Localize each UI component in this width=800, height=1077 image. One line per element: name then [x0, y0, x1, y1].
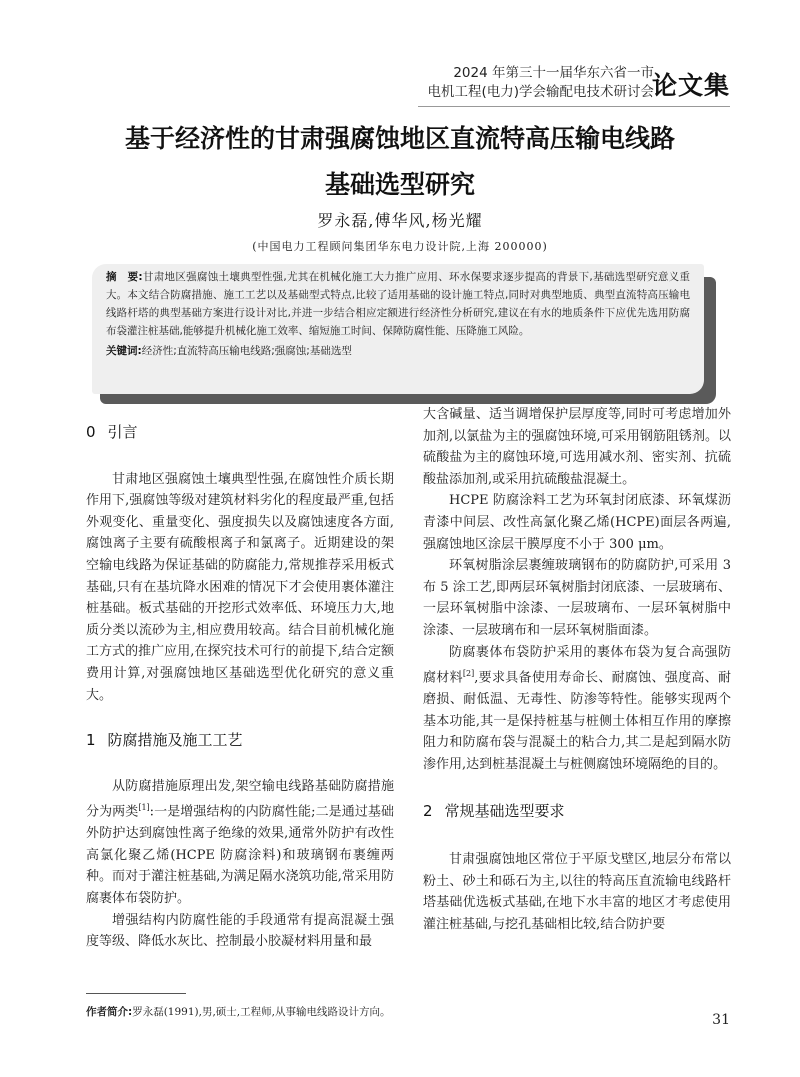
keywords — [106, 342, 690, 360]
header-brand: 论文集 — [651, 71, 730, 100]
paragraph-text: :一是增强结构的内防腐性能;二是通过基础外防护达到腐蚀性离子绝缘的效果,通常外防护有改性高氯化聚乙烯(HCPE 防腐涂料)和玻璃钢布裹缠两种。而对于灌注桩基础,为满足隔水浇筑功能,常采用防腐裹体布袋防护。 — [86, 804, 394, 907]
footnote-rule — [86, 993, 186, 994]
page-number: 31 — [712, 1012, 730, 1028]
author-bio — [86, 1004, 390, 1019]
section-number: 1 — [86, 731, 96, 750]
title-line1: 基于经济性的甘肃强腐蚀地区直流特高压输电线路 — [124, 124, 675, 153]
affiliation: (中国电力工程顾问集团华东电力设计院,上海 200000) — [252, 240, 548, 253]
paragraph: 增强结构内防腐性能的手段通常有提高混凝土强度等级、降低水灰比、控制最小胶凝材料用量和最 — [86, 912, 394, 950]
citation: [2] — [462, 669, 475, 679]
abstract-label: 摘 要: — [106, 271, 143, 283]
section-heading — [86, 422, 394, 444]
citation: [1] — [138, 803, 150, 813]
section-title: 常规基础选型要求 — [444, 802, 565, 821]
paragraph: 甘肃强腐蚀地区常位于平原戈壁区,地层分布常以粉土、砂土和砾石为主,以往的特高压直流输电线路杆塔基础优选板式基础,在地下水丰富的地区才考虑使用灌注桩基础,与挖孔基础相比较,结合防护要 — [423, 852, 731, 932]
journal-header — [0, 58, 730, 102]
paragraph — [86, 776, 394, 910]
title-line2: 基础选型研究 — [324, 170, 475, 199]
paragraph-text: ,要求具备使用寿命长、耐腐蚀、强度高、耐磨损、耐低温、无毒性、防渗等特性。能够实现两个基本功能,其一是保持桩基与桩侧土体相互作用的摩擦阻力和防腐布袋与混凝土的粘合力,其二是起到隔水防渗作用,达到桩基混凝土与桩侧腐蚀环境隔绝的目的。 — [423, 670, 731, 772]
paragraph-text: 从防腐措施原理出发,架空输电线路基础防腐措施分为两类 — [86, 778, 394, 820]
section-title: 防腐措施及施工工艺 — [107, 731, 243, 750]
paragraph: 甘肃地区强腐蚀土壤典型性强,在腐蚀性介质长期作用下,强腐蚀等级对建筑材料劣化的程度最严重,包括外观变化、重量变化、强度损失以及腐蚀速度各方面,腐蚀离子主要有硫酸根离子和氯离子。近期建设的架空输电线路为保证基础的防腐能力,常规推荐采用板式基础,只有在基坑降水困难的情况下才会使用裹体灌注桩基础。板式基础的开挖形式效率低、环境压力大,地质分类以流砂为主,相应费用较高。结合目前机械化施工方式的推广应用,在探究技术可行的前提下,结合定额费用计算,对强腐蚀地区基础选型优化研究的意义重大。 — [86, 471, 394, 703]
paragraph — [423, 642, 731, 776]
header-conference — [427, 64, 654, 102]
keywords-text: 经济性;直流特高压输电线路;强腐蚀;基础选型 — [141, 345, 352, 357]
abstract — [106, 268, 690, 340]
left-column — [86, 408, 394, 953]
paragraph-text: 防腐裹体布袋防护采用的裹体布袋为复合高强防腐材料 — [423, 644, 731, 686]
section-heading — [423, 801, 731, 823]
section-title: 引言 — [107, 423, 138, 441]
abstract-box — [92, 264, 704, 394]
section-number: 2 — [423, 802, 433, 821]
authors: 罗永磊,傅华风,杨光耀 — [317, 211, 483, 230]
paper-title — [0, 116, 800, 208]
header-line2: 电机工程(电力)学会输配电技术研讨会 — [427, 84, 654, 100]
keywords-label: 关键词: — [106, 345, 142, 357]
paragraph: 大含碱量、适当调增保护层厚度等,同时可考虑增加外加剂,以氯盐为主的强腐蚀环境,可采用钢筋阻锈剂。以硫酸盐为主的腐蚀环境,可选用减水剂、密实剂、抗硫酸盐添加剂,或采用抗硫酸盐混凝土。 — [423, 407, 731, 487]
bio-text: 罗永磊(1991),男,硕士,工程师,从事输电线路设计方向。 — [132, 1006, 391, 1018]
section-heading — [86, 730, 394, 752]
bio-label: 作者简介: — [86, 1006, 133, 1018]
section-number: 0 — [86, 423, 96, 441]
right-column — [423, 404, 731, 935]
paragraph: HCPE 防腐涂料工艺为环氧封闭底漆、环氧煤沥青漆中间层、改性高氯化聚乙烯(HCPE)面层各两遍,强腐蚀地区涂层干膜厚度不小于 300 μm。 — [423, 493, 731, 552]
header-line1: 2024 年第三十一届华东六省一市 — [453, 65, 654, 81]
paragraph: 环氧树脂涂层裹缠玻璃钢布的防腐防护,可采用 3 布 5 涂工艺,即两层环氧树脂封闭底漆、一层玻璃布、一层环氧树脂中涂漆、一层玻璃布、一层环氧树脂中涂漆、一层玻璃布和一层环氧树脂面漆。 — [423, 558, 731, 638]
abstract-text: 甘肃地区强腐蚀土壤典型性强,尤其在机械化施工大力推广应用、环水保要求逐步提高的背景下,基础选型研究意义重大。本文结合防腐措施、施工工艺以及基础型式特点,比较了适用基础的设计施工特点,同时对典型地质、典型直流特高压输电线路杆塔的典型基础方案进行设计对比,并进一步结合相应定额进行经济性分析研究,建议在有水的地质条件下应优先选用防腐布袋灌注桩基础,能够提升机械化施工效率、缩短施工时间、保障防腐性能、压降施工风险。 — [106, 271, 690, 337]
header-rule — [418, 106, 730, 107]
